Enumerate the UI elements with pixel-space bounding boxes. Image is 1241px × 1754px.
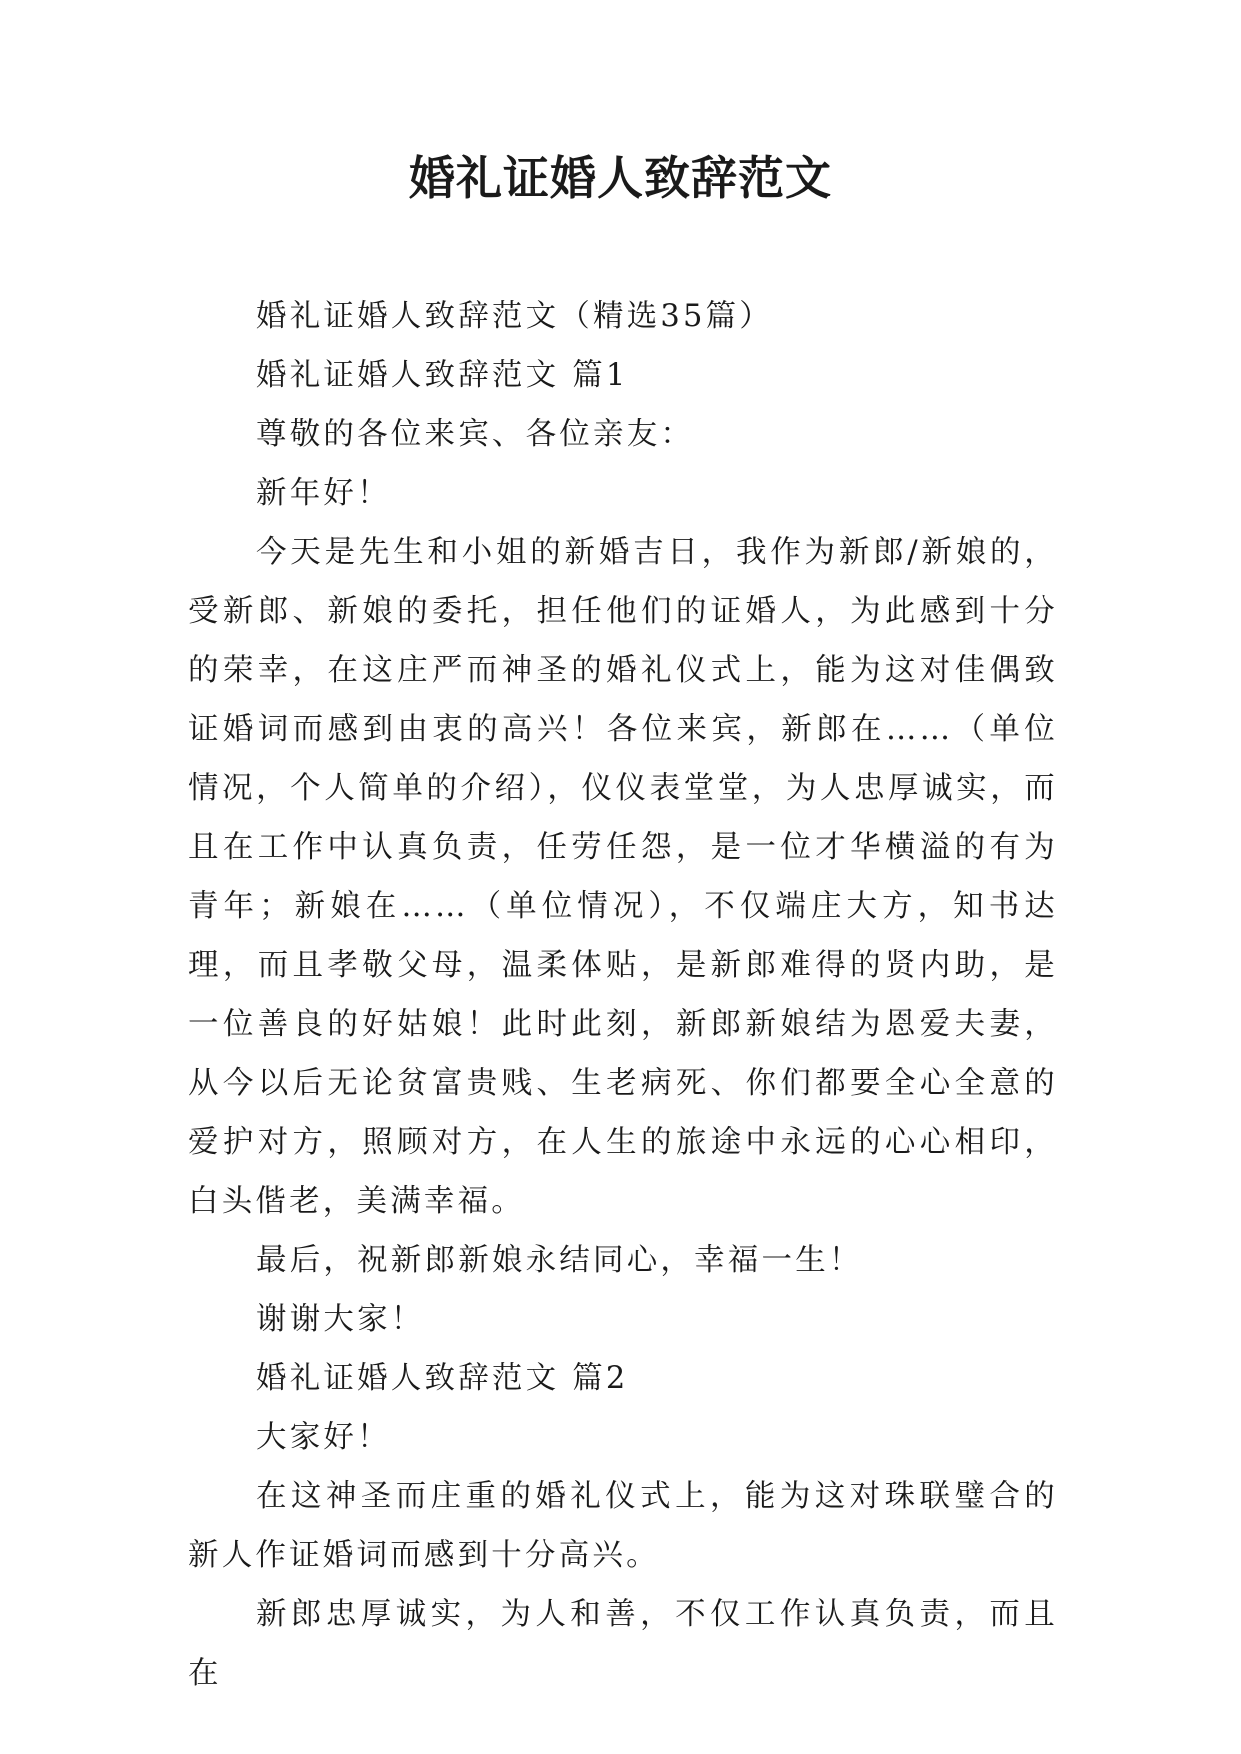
paragraph-greeting: 新年好！ [256,476,391,511]
paragraph-closing-wish: 最后，祝新郎新娘永结同心，幸福一生！ [256,1243,863,1278]
paragraph-thanks: 谢谢大家！ [256,1302,425,1337]
paragraph-main-speech: 今天是先生和小姐的新婚吉日，我作为新郎/新娘的，受新郎、新娘的委托，担任他们的证婚人，为此感到十分的荣幸，在这庄严而神圣的婚礼仪式上，能为这对佳偶致证婚词而感到由衷的高兴！各位来宾，新郎在……（单位情况，个人简单的介绍），仪仪表堂堂，为人忠厚诚实，而且在工作中认真负责，任劳任怨，是一位才华横溢的有为青年；新娘在……（单位情况），不仅端庄大方，知书达理，而且孝敬父母，温柔体贴，是新郎难得的贤内助，是一位善良的好姑娘！此时此刻，新郎新娘结为恩爱夫妻，从今以后无论贫富贵贱、生老病死、你们都要全心全意的爱护对方，照顾对方，在人生的旅途中永远的心心相印，白头偕老，美满幸福。 [188,535,1058,1219]
paragraph-subtitle: 婚礼证婚人致辞范文（精选35篇） [256,299,774,334]
document-title: 婚礼证婚人致辞范文 [409,151,832,205]
paragraph-intro-2: 在这神圣而庄重的婚礼仪式上，能为这对珠联璧合的新人作证婚词而感到十分高兴。 [188,1479,1058,1573]
paragraph-greeting-2: 大家好！ [256,1420,391,1455]
paragraph-section-heading-1: 婚礼证婚人致辞范文 篇1 [256,358,629,393]
document-body [188,287,1058,1703]
paragraph-section-heading-2: 婚礼证婚人致辞范文 篇2 [256,1361,629,1396]
paragraph-salutation: 尊敬的各位来宾、各位亲友： [256,417,695,452]
paragraph-groom-description: 新郎忠厚诚实，为人和善，不仅工作认真负责，而且在 [188,1597,1058,1691]
